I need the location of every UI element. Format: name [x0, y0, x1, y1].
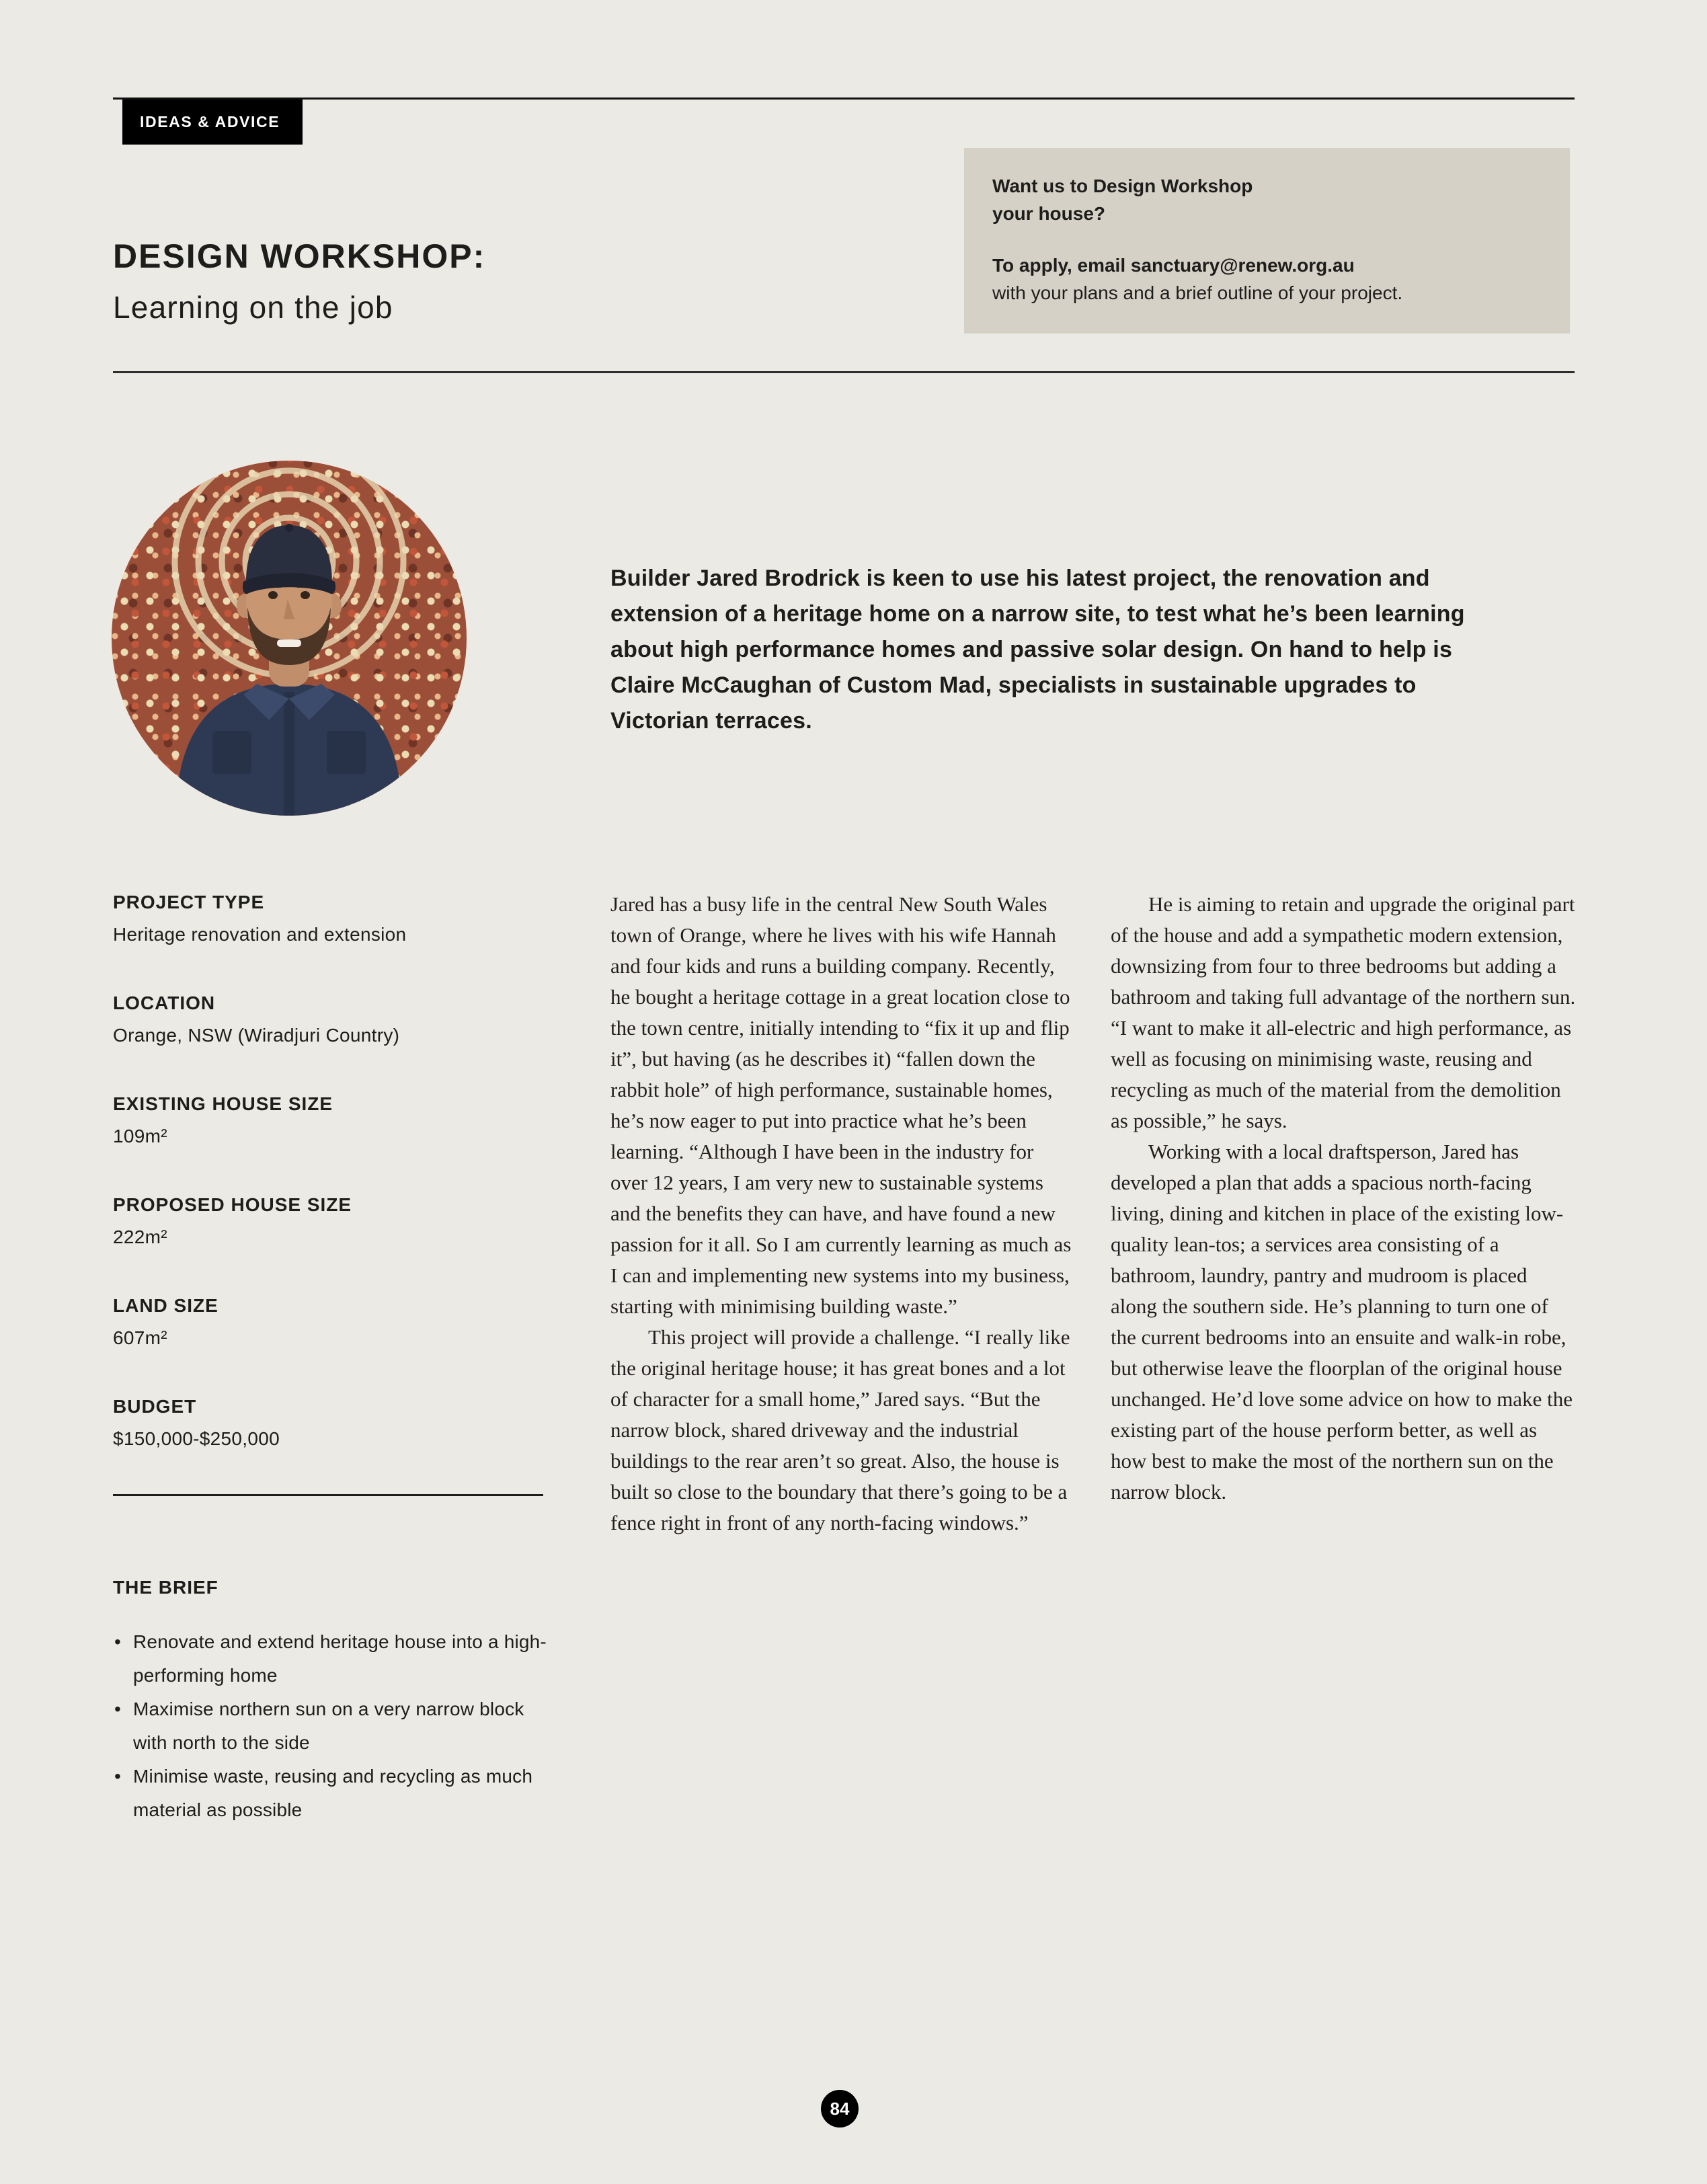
fact-label: EXISTING HOUSE SIZE	[113, 1093, 333, 1114]
apply-box-heading	[992, 172, 1542, 227]
fact-value: Orange, NSW (Wiradjuri Country)	[113, 1025, 400, 1046]
article-paragraph: Working with a local draftsperson, Jared has developed a plan that adds a spacious north-facing living, dining and kitchen in place of the existing low-quality lean-tos; a services area consisting of a bathroom, laundry, pantry and mudroom is placed along the southern side. He’s planning to turn one of the current bedrooms into an ensuite and walk-in robe, but otherwise leave the floorplan of the original house unchanged. He’d love some advice on how to make the existing part of the house perform better, as well as how best to make the most of the northern sun on the narrow block.	[1111, 1140, 1573, 1504]
apply-email-line: To apply, email sanctuary@renew.org.au	[992, 255, 1355, 276]
apply-heading-line2: your house?	[992, 203, 1106, 224]
fact-project-type	[113, 889, 550, 948]
fact-location	[113, 990, 550, 1049]
fact-land-size	[113, 1292, 550, 1352]
fact-value: 607m²	[113, 1327, 167, 1348]
section-tag	[122, 100, 303, 145]
brief-item: • Maximise northern sun on a very narrow block with north to the side	[113, 1692, 550, 1760]
portrait-photo	[112, 461, 467, 816]
article-standfirst: Builder Jared Brodrick is keen to use his latest project, the renovation and extension of a heritage home on a narrow site, to test what he’s been learning about high performance homes and passive solar design. On hand to help is Claire McCaughan of Custom Mad, specialists in sustainable upgrades to Victorian terraces.	[610, 566, 1465, 734]
page-number: 84	[830, 2098, 850, 2119]
page-number-badge	[821, 2090, 859, 2128]
fact-existing-house-size	[113, 1091, 550, 1150]
project-facts-sidebar	[113, 889, 550, 1827]
portrait-illustration	[112, 461, 467, 816]
brief-item: • Minimise waste, reusing and recycling as much material as possible	[113, 1760, 550, 1827]
sidebar-divider	[113, 1494, 543, 1496]
brief-list	[113, 1625, 550, 1827]
fact-label: LAND SIZE	[113, 1295, 219, 1316]
fact-value: 222m²	[113, 1226, 167, 1247]
fact-value: $150,000-$250,000	[113, 1428, 280, 1449]
fact-label: PROJECT TYPE	[113, 892, 265, 912]
fact-value: 109m²	[113, 1126, 167, 1146]
page-subtitle: Learning on the job	[113, 290, 393, 325]
fact-budget	[113, 1393, 550, 1452]
brief-heading: THE BRIEF	[113, 1577, 219, 1598]
fact-label: BUDGET	[113, 1396, 197, 1417]
apply-box	[964, 148, 1570, 334]
article-paragraph: He is aiming to retain and upgrade the original part of the house and add a sympathetic modern extension, downsizing from four to three bedrooms but adding a bathroom and taking full advantage of the northern sun. “I want to make it all-electric and high performance, as well as focusing on minimising waste, reusing and recycling as much of the material from the demolition as possible,” he says.	[1111, 892, 1576, 1132]
fact-label: PROPOSED HOUSE SIZE	[113, 1194, 352, 1215]
header-divider	[113, 371, 1575, 373]
title-block	[113, 237, 485, 325]
fact-label: LOCATION	[113, 992, 216, 1013]
article-paragraph: Jared has a busy life in the central New South Wales town of Orange, where he lives with his wife Hannah and four kids and runs a building company. Recently, he bought a heritage cottage in a great location close to the town centre, initially intending to “fix it up and flip it”, but having (as he describes it) “fallen down the rabbit hole” of high performance, sustainable homes, he’s now eager to put into practice what he’s been learning. “Although I have been in the industry for over 12 years, I am very new to sustainable systems and the benefits they can have, and have found a new passion for it all. So I am currently learning as much as I can and implementing new systems into my business, starting with minimising building waste.”	[610, 892, 1072, 1318]
apply-heading-line1: Want us to Design Workshop	[992, 176, 1253, 196]
section-tag-label: IDEAS & ADVICE	[140, 113, 280, 130]
fact-proposed-house-size	[113, 1192, 550, 1251]
article-paragraph: This project will provide a challenge. “I really like the original heritage house; it has great bones and a lot of character for a small home,” Jared says. “But the narrow block, shared driveway and the industrial buildings to the rear aren’t so great. Also, the house is built so close to the boundary that there’s going to be a fence right in front of any north-facing windows.”	[610, 1325, 1070, 1534]
apply-instructions: with your plans and a brief outline of your project.	[992, 282, 1403, 303]
article-column-1	[610, 889, 1073, 1538]
top-rule	[113, 98, 1575, 130]
apply-box-detail	[992, 251, 1542, 307]
fact-value: Heritage renovation and extension	[113, 924, 407, 945]
brief-item: • Renovate and extend heritage house into a high-performing home	[113, 1625, 550, 1692]
page-title: DESIGN WORKSHOP:	[113, 237, 486, 275]
article-column-2	[1111, 889, 1576, 1508]
